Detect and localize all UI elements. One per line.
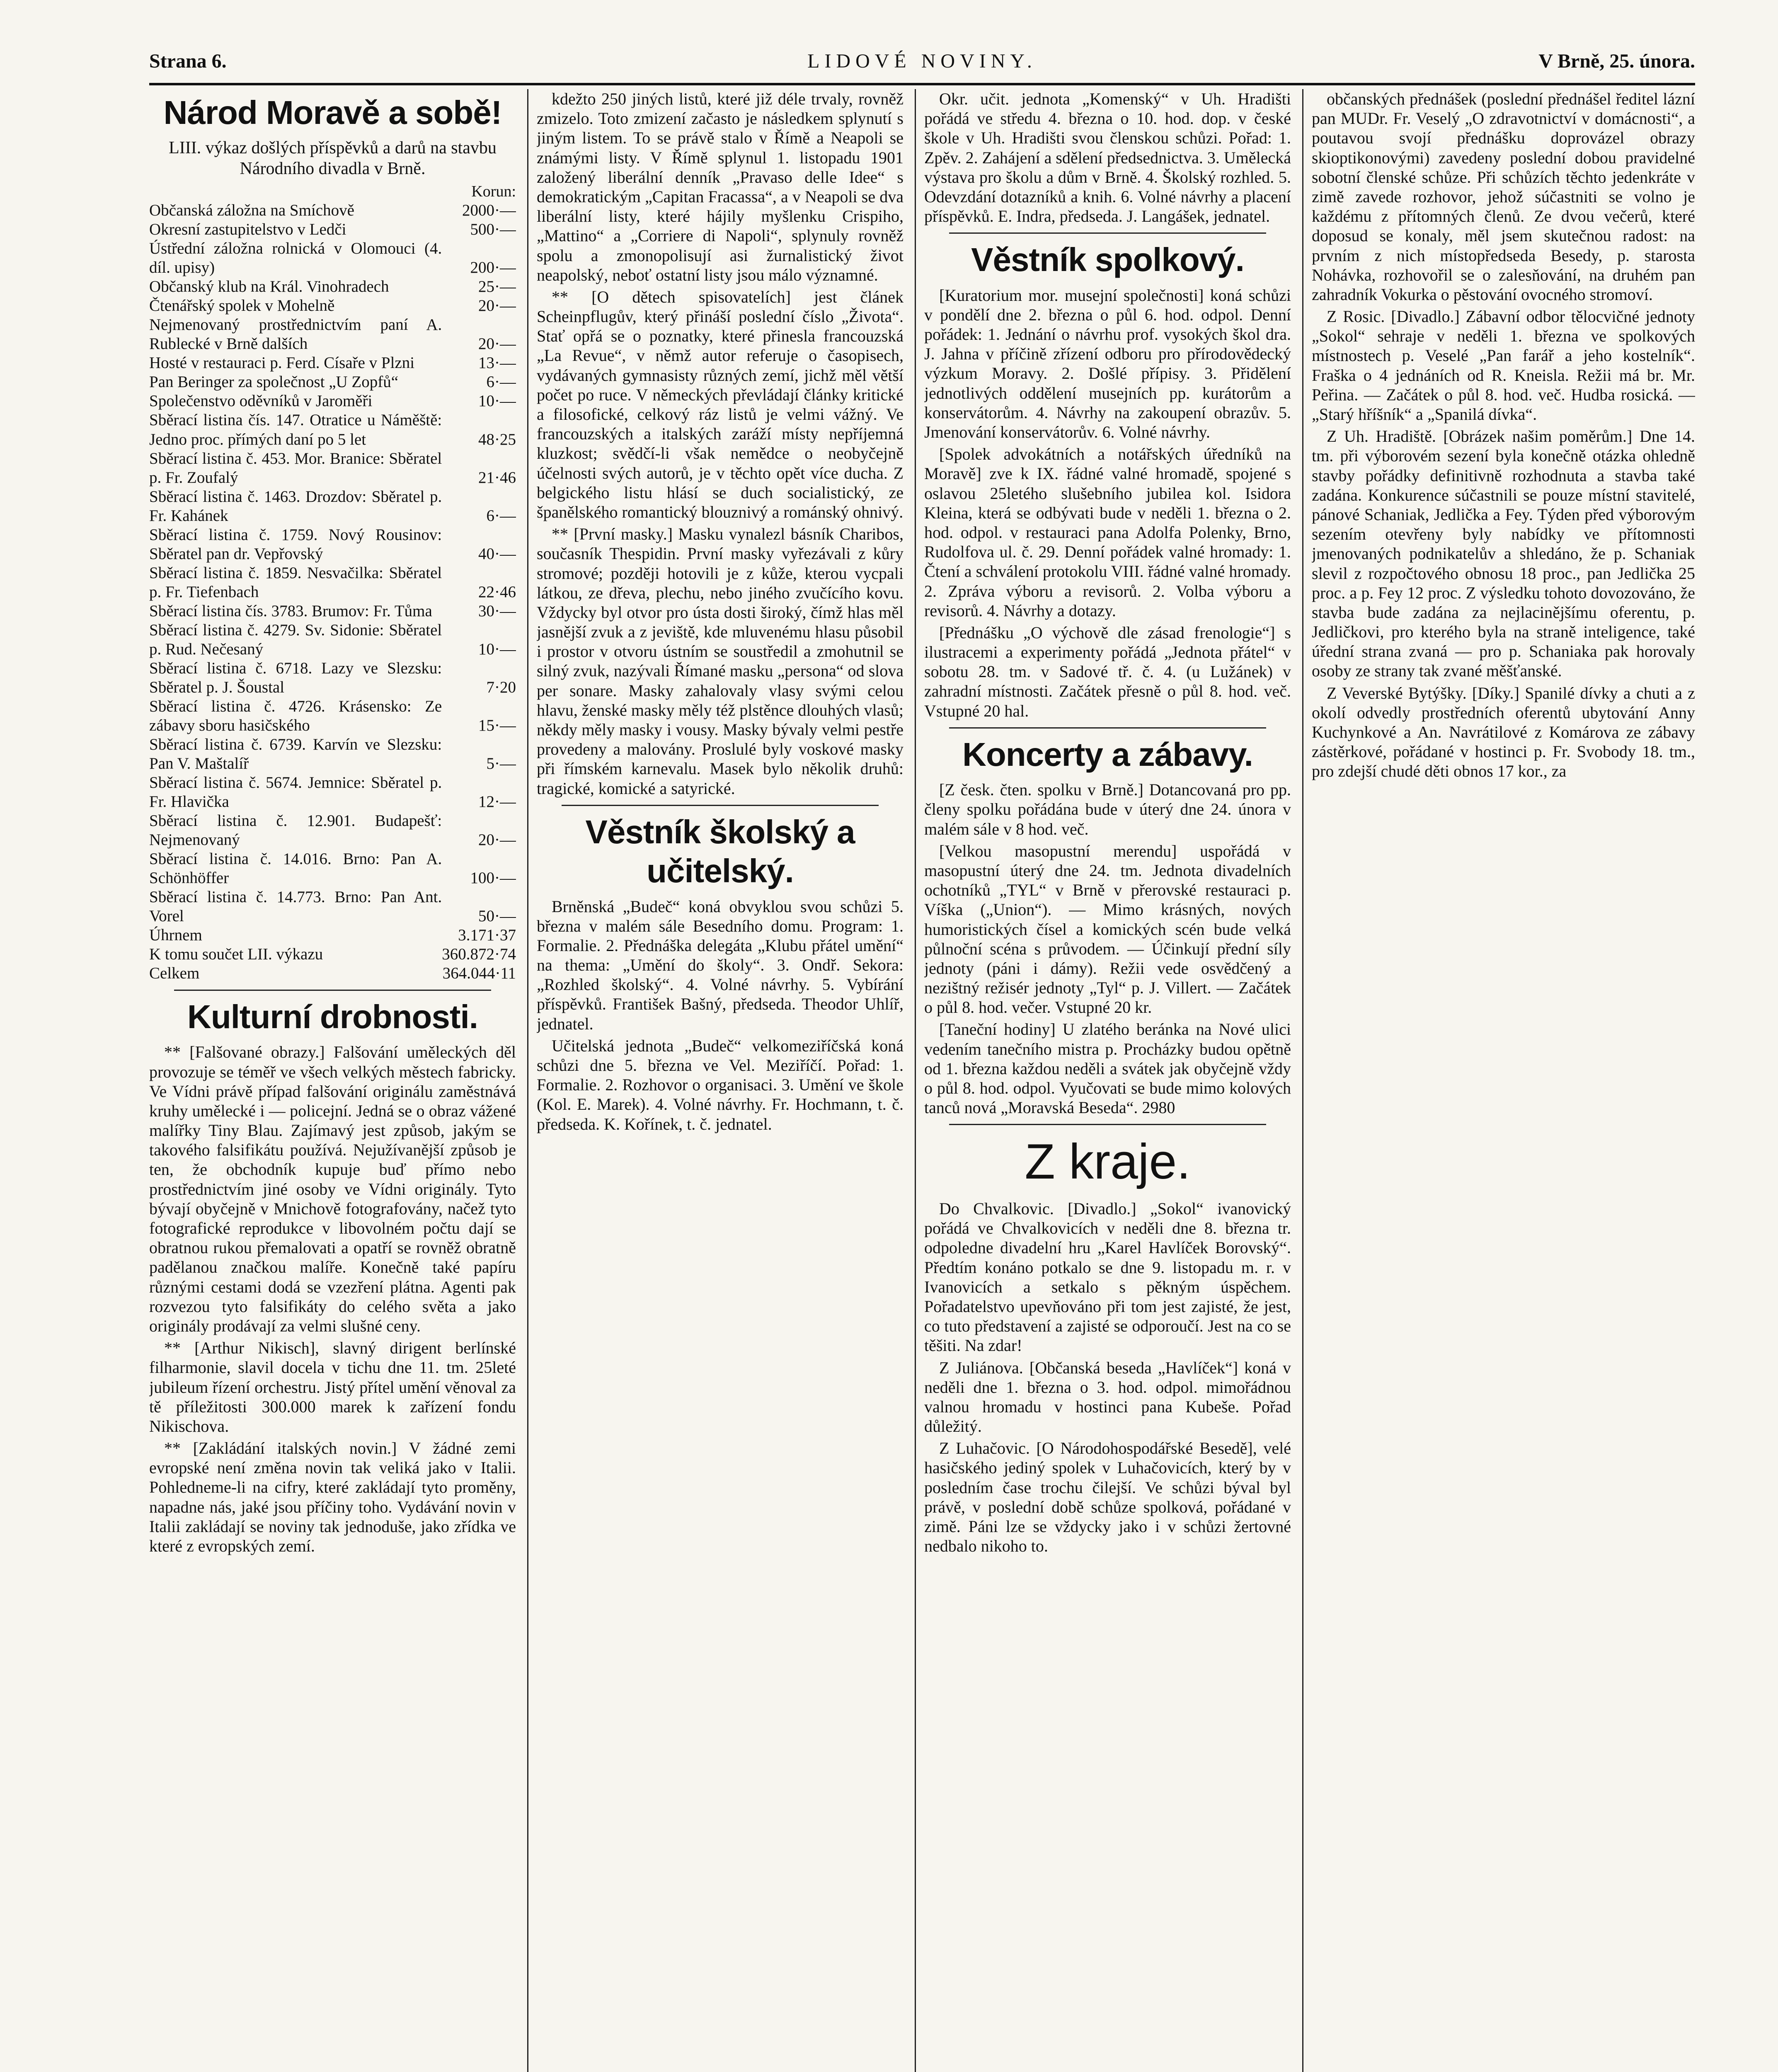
column-4	[1312, 89, 1695, 2072]
donation-row-amount: 500·—	[470, 220, 516, 239]
donation-row	[149, 773, 516, 811]
article-paragraph: ** [První masky.] Masku vynalezl básník Charibos, současník Thespidin. První masky vyřezávali z kůry stromové; později hotovili je z kůže, kterou vycpali látkou, ze dřeva, plechu, nebo jiného zvučícího kovu. Vždycky byl otvor pro ústa dosti široký, čímž hlas měl jasnější zvuk a z jeviště, kde mluvenému hlasu působil i prostor v otvoru ústním se soustředil a zmohutnil se silný zvuk, nazývali Římané masku „persona“ od slova per sonare. Masky zahalovaly vlasy svými celou hlavu, ženské masky měly též plstěnce dlouhých vlasů; někdy měly masky i vousy. Masky bývaly velmi pestře provedeny a malovány. Proslulé byly voskové masky při římském karnevalu. Masek bylo několik druhů: tragické, komické a satyrické.	[537, 525, 904, 798]
donation-row-label: Sběrací listina č. 4726. Krásensko: Ze zábavy sboru hasičského	[149, 697, 442, 734]
donation-row-amount: 12·—	[478, 792, 516, 811]
columns	[149, 89, 1695, 2072]
school-notice: Brněnská „Budeč“ koná obvyklou svou schůzi 5. března v malém sále Besedního domu. Program: 1. Formalie. 2. Přednáška delegáta „Klubu přátel umění“ na thema: „Umění do školy“. 3. Ondř. Sekora: „Rozhled školský“. 4. Volné návrhy. 5. Vybírání příspěvků. František Bašný, předseda. Theodor Uhlíř, jednatel.	[537, 897, 904, 1033]
total-row	[149, 964, 516, 983]
donation-row-label: Sběrací listina č. 453. Mor. Branice: Sběratel p. Fr. Zoufalý	[149, 449, 442, 487]
culture-heading: Kulturní drobnosti.	[187, 998, 478, 1035]
total-row-label: Úhrnem	[149, 926, 202, 944]
donation-row-amount: 22·46	[478, 583, 516, 601]
club-notice: [Kuratorium mor. musejní společnosti] koná schůzi v pondělí dne 2. března o půl 6. hod. odpol. Denní pořádek: 1. Jednání o návrhu prof. vysokých škol dra. J. Jahna v příčině zřízení odboru pro přírodovědecký výzkum Moravy. 2. Došlé přípisy. 3. Přidělení jednotlivých oddělení musejních pp. kurátorům a konservátorům. 4. Návrhy na zakoupení obrazův. 5. Jmenování konservátorův. 6. Volné návrhy.	[924, 286, 1291, 442]
issue-date: V Brně, 25. února.	[1538, 50, 1695, 72]
donation-row-label: Sběrací listina č. 12.901. Budapešť: Nejmenovaný	[149, 811, 442, 849]
donation-row-amount: 20·—	[478, 830, 516, 849]
total-row-label: K tomu součet LII. výkazu	[149, 945, 323, 963]
column-divider	[527, 89, 528, 2072]
masthead	[149, 50, 1695, 85]
donation-row-amount: 100·—	[470, 869, 516, 887]
donation-row-amount: 13·—	[478, 354, 516, 372]
donation-row-amount: 40·—	[478, 545, 516, 563]
donation-row	[149, 811, 516, 850]
clubs-heading: Věstník spolkový.	[971, 241, 1244, 278]
donation-row	[149, 525, 516, 564]
donation-row	[149, 735, 516, 773]
divider	[949, 727, 1266, 729]
donations-heading: Národ Moravě a sobě!	[163, 94, 502, 131]
article-paragraph: Z Uh. Hradiště. [Obrázek našim poměrům.] Dne 14. tm. při výborovém sezení byla konečně otázka ohledně stavby pořádky definitivně rozhodnuta a stavba také zadána. Konkurence súčastnili se pouze místní stavitelé, pánové Schaniak, Jedlička a Fey. Týden před výborovým sezením otevřeny byly nabídky ve přítomnosti jmenovaných podnikatelův a shledáno, že p. Schaniak slevil z rozpočtového obnosu 18 proc., pan Jedlička 25 proc. a p. Fey 12 proc. Z výsledku tohoto dovozováno, že stavba bude zadána za nejlacinějšímu oferentu, p. Jedličkovi, pro kterého byla na straně inteligence, také úřední strana zvaná — pro p. Schaniaka pak horovaly osoby ze strany tak zvané měšťanské.	[1312, 427, 1695, 680]
concert-notice: [Velkou masopustní merendu] uspořádá v masopustní úterý dne 24. tm. Jednota divadelních ochotníků „TYL“ v Brně v přerovské restauraci p. Víška („Union“). — Mimo krásných, nových humoristických čísel a komických scén bude velká půlnoční scéna s průvodem. — Účinkují přední síly jednoty (páni i dámy). Režii vede osvědčený a nezištný režisér jednoty „Tyl“ p. J. Villert. — Začátek o půl 8. hod. večer. Vstupné 20 kr.	[924, 841, 1291, 1017]
donation-row-label: Pan Beringer za společnost „U Zopfů“	[149, 373, 399, 391]
school-notices	[537, 897, 904, 1134]
divider	[174, 990, 491, 991]
donation-row-label: Sběrací listina č. 14.016. Brno: Pan A. Schönhöffer	[149, 850, 442, 887]
region-news-item: Z Juliánova. [Občanská beseda „Havlíček“] koná v neděli dne 1. března o 3. hod. odpol. mimořádnou valnou hromadu v hostinci pana Kubeše. Pořad důležitý.	[924, 1358, 1291, 1436]
donation-row-amount: 25·—	[478, 278, 516, 296]
school-heading: Věstník školský a učitelský.	[585, 813, 855, 890]
article-paragraph: Z Veverské Bytýšky. [Díky.] Spanilé dívky a chuti a z okolí odvedly prostředních oferentů ubytování Anny Kuchynkové a An. Navrátilové z Komárova ze zábavy zástěrkové, pořádané v hostinci p. Fr. Svobody 18. tm., pro zdejší chudé děti obnos 17 kor., za	[1312, 683, 1695, 781]
concert-notice: [Z česk. čten. spolku v Brně.] Dotancovaná pro pp. členy spolku pořádána bude v úterý dne 24. února v malém sále v 8 hod. več.	[924, 780, 1291, 838]
total-row-amount: 3.171·37	[458, 926, 516, 944]
donation-row-amount: 20·—	[478, 335, 516, 353]
region-news-item: Z Luhačovic. [O Národohospodářské Besedě], velé hasičského jediný spolek v Luhačovicích, který by v posledním čase trochu čilejší. Ve schůzi býval byl právě, v poslední době schůze spolková, pořádané v zimě. Páni lze se vždycky jako i v schůzi žertovné nedbalo nikoho to.	[924, 1439, 1291, 1556]
donation-row-label: Sběrací listina č. 14.773. Brno: Pan Ant. Vorel	[149, 888, 442, 925]
donation-row-label: Sběrací listina č. 1463. Drozdov: Sběratel p. Fr. Kahánek	[149, 487, 442, 525]
donation-row-amount: 50·—	[478, 907, 516, 925]
article-paragraph: ** [O dětech spisovatelích] jest článek Scheinpflugův, který přináší poslední číslo „Života“. Stať opřá se o poznatky, které přinesla francouzská „La Revue“, v němž autor referuje o časopisech, vydávaných gymnasisty různých zemí, jichž měl větší počet po ruce. V německých převládají články kritické a filosofické, celkový ráz listů je velmi vážný. Ve francouzských a italských zaráží místy nepříjemná kluzkost; svědčí-li však nemědce o neobyčejně účelnosti svých autorů, je v těchto opět více ducha. Z belgického listu hlásí se duch socialistický, ze španělského romantický blouznivý a románský ohnivý.	[537, 287, 904, 521]
donation-row	[149, 392, 516, 411]
teachers-union-notice: Okr. učit. jednota „Komenský“ v Uh. Hradišti pořádá ve středu 4. března o 10. hod. dop. v české škole v Uh. Hradišti svou členskou schůzi. Pořad: 1. Zpěv. 2. Zahájení a sdělení předsednictva. 3. Umělecká výstava pro školu a dům v Brně. 4. Školský rozhled. 5. Odevzdání dotazníků a knih. 6. Volné návrhy a placení příspěvků. E. Indra, předseda. J. Langášek, jednatel.	[924, 90, 1291, 226]
column-2	[537, 89, 904, 2072]
donation-row-amount: 5·—	[486, 754, 516, 772]
newspaper-title: LIDOVÉ NOVINY.	[807, 50, 1037, 72]
donation-row-label: Ústřední záložna rolnická v Olomouci (4. díl. upisy)	[149, 240, 442, 277]
concerts-heading: Koncerty a zábavy.	[962, 736, 1253, 773]
page-number: Strana 6.	[149, 50, 227, 72]
donation-row-amount: 10·—	[478, 392, 516, 410]
school-notice: Učitelská jednota „Budeč“ velkomeziříčská koná schůzi dne 5. března ve Vel. Meziříčí. Pořad: 1. Formalie. 2. Rozhovor o organisaci. 3. Umění ve škole (Kol. E. Marek). 4. Volné návrhy. Fr. Hochmann, t. č. předseda. K. Kořínek, t. č. jednatel.	[537, 1036, 904, 1133]
column-2-articles	[537, 89, 904, 798]
donations-table	[149, 201, 516, 983]
donation-row-amount: 48·25	[478, 430, 516, 448]
donation-row-label: Společenstvo oděvníků v Jaroměři	[149, 392, 373, 410]
donation-row	[149, 564, 516, 602]
donation-row-amount: 200·—	[470, 259, 516, 277]
donation-row	[149, 697, 516, 735]
divider	[949, 1124, 1266, 1125]
donation-row	[149, 888, 516, 926]
donation-row	[149, 487, 516, 525]
concert-notices	[924, 780, 1291, 1117]
total-row	[149, 945, 516, 964]
column-1	[149, 89, 516, 2072]
korun-label: Korun:	[471, 183, 516, 201]
donation-row	[149, 239, 516, 277]
donation-row	[149, 296, 516, 315]
column-divider	[915, 89, 916, 2072]
donation-row-label: Občanská záložna na Smíchově	[149, 201, 354, 220]
donation-row-label: Sběrací listina č. 5674. Jemnice: Sběratel p. Fr. Hlavička	[149, 773, 442, 811]
donations-subheading: LIII. výkaz došlých příspěvků a darů na stavbu Národního divadla v Brně.	[169, 138, 497, 178]
total-row-amount: 364.044·11	[442, 964, 516, 982]
donation-row-amount: 2000·—	[462, 201, 516, 220]
column-divider	[1302, 89, 1303, 2072]
donation-row-label: Občanský klub na Král. Vinohradech	[149, 278, 389, 296]
donation-row	[149, 220, 516, 239]
club-notice: [Spolek advokátních a notářských úředníků na Moravě] zve k IX. řádné valné hromadě, spojené s oslavou 25letého slušebního jubilea kol. Isidora Kleina, která se odbývati bude v neděli 1. března o 2. hod. odpol. v restauraci pana Adolfa Polenky, Brno, Rudolfova ul. č. 29. Denní pořádek valné hromady: 1. Čtení a schválení protokolu VIII. řádné valné hromady. 2. Zpráva výboru a revisorů. 2. Volba výboru a revisorů. 4. Návrhy a dotazy.	[924, 445, 1291, 620]
culture-article: ** [Zakládání italských novin.] V žádné zemi evropské není změna novin tak veliká jako v Italii. Pohledneme-li na cifry, které zakládají tyto proměny, napadne nás, jaké jsou příčiny toho. Vydávání novin v Italii zakládají se noviny tak jednoduše, jako zřídka ve které z evropských zemí.	[149, 1439, 516, 1556]
donation-row	[149, 659, 516, 697]
donation-row-amount: 21·46	[478, 468, 516, 487]
donation-row	[149, 315, 516, 353]
donation-row-label: Sběrací listina č. 6739. Karvín ve Slezsku: Pan V. Maštalíř	[149, 735, 442, 772]
club-notices	[924, 286, 1291, 721]
total-row	[149, 926, 516, 945]
donation-row	[149, 850, 516, 888]
column-4-articles	[1312, 89, 1695, 781]
donation-row-label: Okresní zastupitelstvo v Ledči	[149, 220, 346, 239]
culture-article: ** [Arthur Nikisch], slavný dirigent berlínské filharmonie, slavil docela v tichu dne 11. tm. 25leté jubileum řízení orchestru. Jistý přítel umění věnoval za tě příležitosti 300.000 marek k zařízení fondu Nikischova.	[149, 1339, 516, 1435]
donation-row-label: Sběrací listina č. 1859. Nesvačilka: Sběratel p. Fr. Tiefenbach	[149, 564, 442, 601]
donation-row	[149, 602, 516, 621]
region-heading: Z kraje.	[1025, 1134, 1191, 1190]
donation-row-label: Nejmenovaný prostřednictvím paní A. Rublecké v Brně dalších	[149, 316, 442, 353]
article-paragraph: občanských přednášek (poslední přednášel ředitel lázní pan MUDr. Fr. Veselý „O zdravotnictví v domácnosti“, a poutavou svojí přednášku doprovázel obrazy skioptikonovými) zavedeny poslední dobou pravidelné sobotní členské schůze. Při schůzích těchto jedenkráte v zimě zavede rozhovor, jehož súčastniti se volno je každému z přítomných členů. Ze dvou večerů, které doposud se konaly, měl jsem skutečnou radost: na prvním z nich místopředseda Besedy, p. starosta Nohávka, rozhovořil se o zalesňování, na druhém pan zahradník Vokurka o pěstování ovocného stromoví.	[1312, 90, 1695, 304]
region-news	[924, 1199, 1291, 1556]
donation-row-amount: 15·—	[478, 716, 516, 734]
donation-row-amount: 7·20	[486, 678, 516, 696]
culture-article: ** [Falšované obrazy.] Falšování uměleckých děl provozuje se téměř ve všech velkých městech fabricky. Ve Vídni právě případ falšování originálu zaměstnává kruhy umělecké i — policejní. Jedná se o obraz vážené malířky Tiny Blau. Zajímavý jest způsob, jakým se takového falsifikátu používá. Nejužívanější způsob je ten, že obchodník kupuje buď přímo nebo prostřednictvím jiné osoby ve Vídni originály. Tyto bývají obyčejně v Mnichově fotografovány, načež tyto fotografické reprodukce v libovolném počtu dají se obratnou rukou přemalovati a opatří se rovněž obratně padělanou značkou malíře. Konečně také papíru různými cestami dodá se vzezření plátna. Agenti pak rozvezou tyto falsifikáty do celého světa a jako originály prodávají za velmi slušné ceny.	[149, 1043, 516, 1335]
concert-notice: [Taneční hodiny] U zlatého beránka na Nové ulici vedením tanečního mistra p. Procházky budou opětně od 1. března každou neděli a svátek jak obyčejně vždy o půl 8. hod. odpol. Vyučovati se bude mimo kolových tanců nová „Moravská Beseda“. 2980	[924, 1020, 1291, 1117]
donation-row-label: Hosté v restauraci p. Ferd. Císaře v Plzni	[149, 354, 415, 372]
article-paragraph: kdežto 250 jiných listů, které již déle trvaly, rovněž zmizelo. Toto zmizení začasto je následkem splynutí s jiným listem. To se právě stalo v Římě a Neapoli se známými listy. V Římě splynul 1. listopadu 1901 založený liberální denník „Pravaso delle Idee“ s demokratickým „Capitan Fracassa“, a v Neapoli se dva liberální listy, které hájily myšlenku Crispiho, „Mattino“ a „Corriere di Napoli“, splynuly rovněž spolu a zmonopolisují asi žurnalistický život neapolský, neboť ostatní listy jsou málo významné.	[537, 90, 904, 284]
donation-row	[149, 449, 516, 487]
donation-row	[149, 621, 516, 659]
club-notice: [Přednášku „O výchově dle zásad frenologie“] s ilustracemi a experimenty pořádá „Jednota přátel“ v sobotu 28. tm. v Sadové tř. č. 4. (u Lužánek) v zahradní místnosti. Začátek přesně o půl 8. hod. več. Vstupné 20 hal.	[924, 623, 1291, 720]
total-row-label: Celkem	[149, 964, 200, 982]
donation-row	[149, 411, 516, 449]
donation-row	[149, 373, 516, 392]
donation-row-amount: 20·—	[478, 297, 516, 315]
donation-row-amount: 10·—	[478, 640, 516, 658]
donation-row	[149, 353, 516, 373]
donation-row	[149, 201, 516, 220]
donation-row-label: Sběrací listina č. 6718. Lazy ve Slezsku: Sběratel p. J. Šoustal	[149, 659, 442, 696]
donation-row	[149, 277, 516, 296]
region-news-item: Do Chvalkovic. [Divadlo.] „Sokol“ ivanovický pořádá ve Chvalkovicích v neděli dne 8. března tr. odpoledne divadelní hru „Karel Havlíček Borovský“. Předtím konáno potkalo se dne 9. listopadu m. r. v Ivanovicích a setkalo s pěkným úspěchem. Pořadatelstvo upevňováno při tom jest zajisté, že jest, co tuto představení a zajisté se odporoučí. Jest na co se těšiti. Na zdar!	[924, 1199, 1291, 1355]
column-3	[924, 89, 1291, 2072]
divider	[949, 232, 1266, 234]
donation-row-amount: 6·—	[486, 373, 516, 391]
article-paragraph: Z Rosic. [Divadlo.] Zábavní odbor tělocvičné jednoty „Sokol“ sehraje v neděli 1. března ve spolkových místnostech p. Veselé „Pan farář a jeho kostelník“. Fraška o 4 jednáních od R. Kneisla. Režii má br. Mr. Peřina. — Začátek o půl 8. hod. več. Hudba rosická. — „Starý hříšník“ a „Spanilá dívka“.	[1312, 307, 1695, 424]
donation-row-label: Sběrací listina č. 4279. Sv. Sidonie: Sběratel p. Rud. Nečesaný	[149, 621, 442, 658]
total-row-amount: 360.872·74	[442, 945, 516, 963]
culture-articles	[149, 1042, 516, 1556]
donation-row-amount: 30·—	[478, 602, 516, 620]
donation-row-label: Sběrací listina čís. 3783. Brumov: Fr. Tůma	[149, 602, 432, 620]
donation-row-label: Čtenářský spolek v Mohelně	[149, 297, 335, 315]
divider	[562, 805, 879, 806]
donation-row-label: Sběrací listina čís. 147. Otratice u Náměště: Jedno proc. přímých daní po 5 let	[149, 411, 442, 448]
donation-row-label: Sběrací listina č. 1759. Nový Rousinov: Sběratel pan dr. Vepřovský	[149, 525, 442, 563]
donation-row-amount: 6·—	[486, 506, 516, 525]
